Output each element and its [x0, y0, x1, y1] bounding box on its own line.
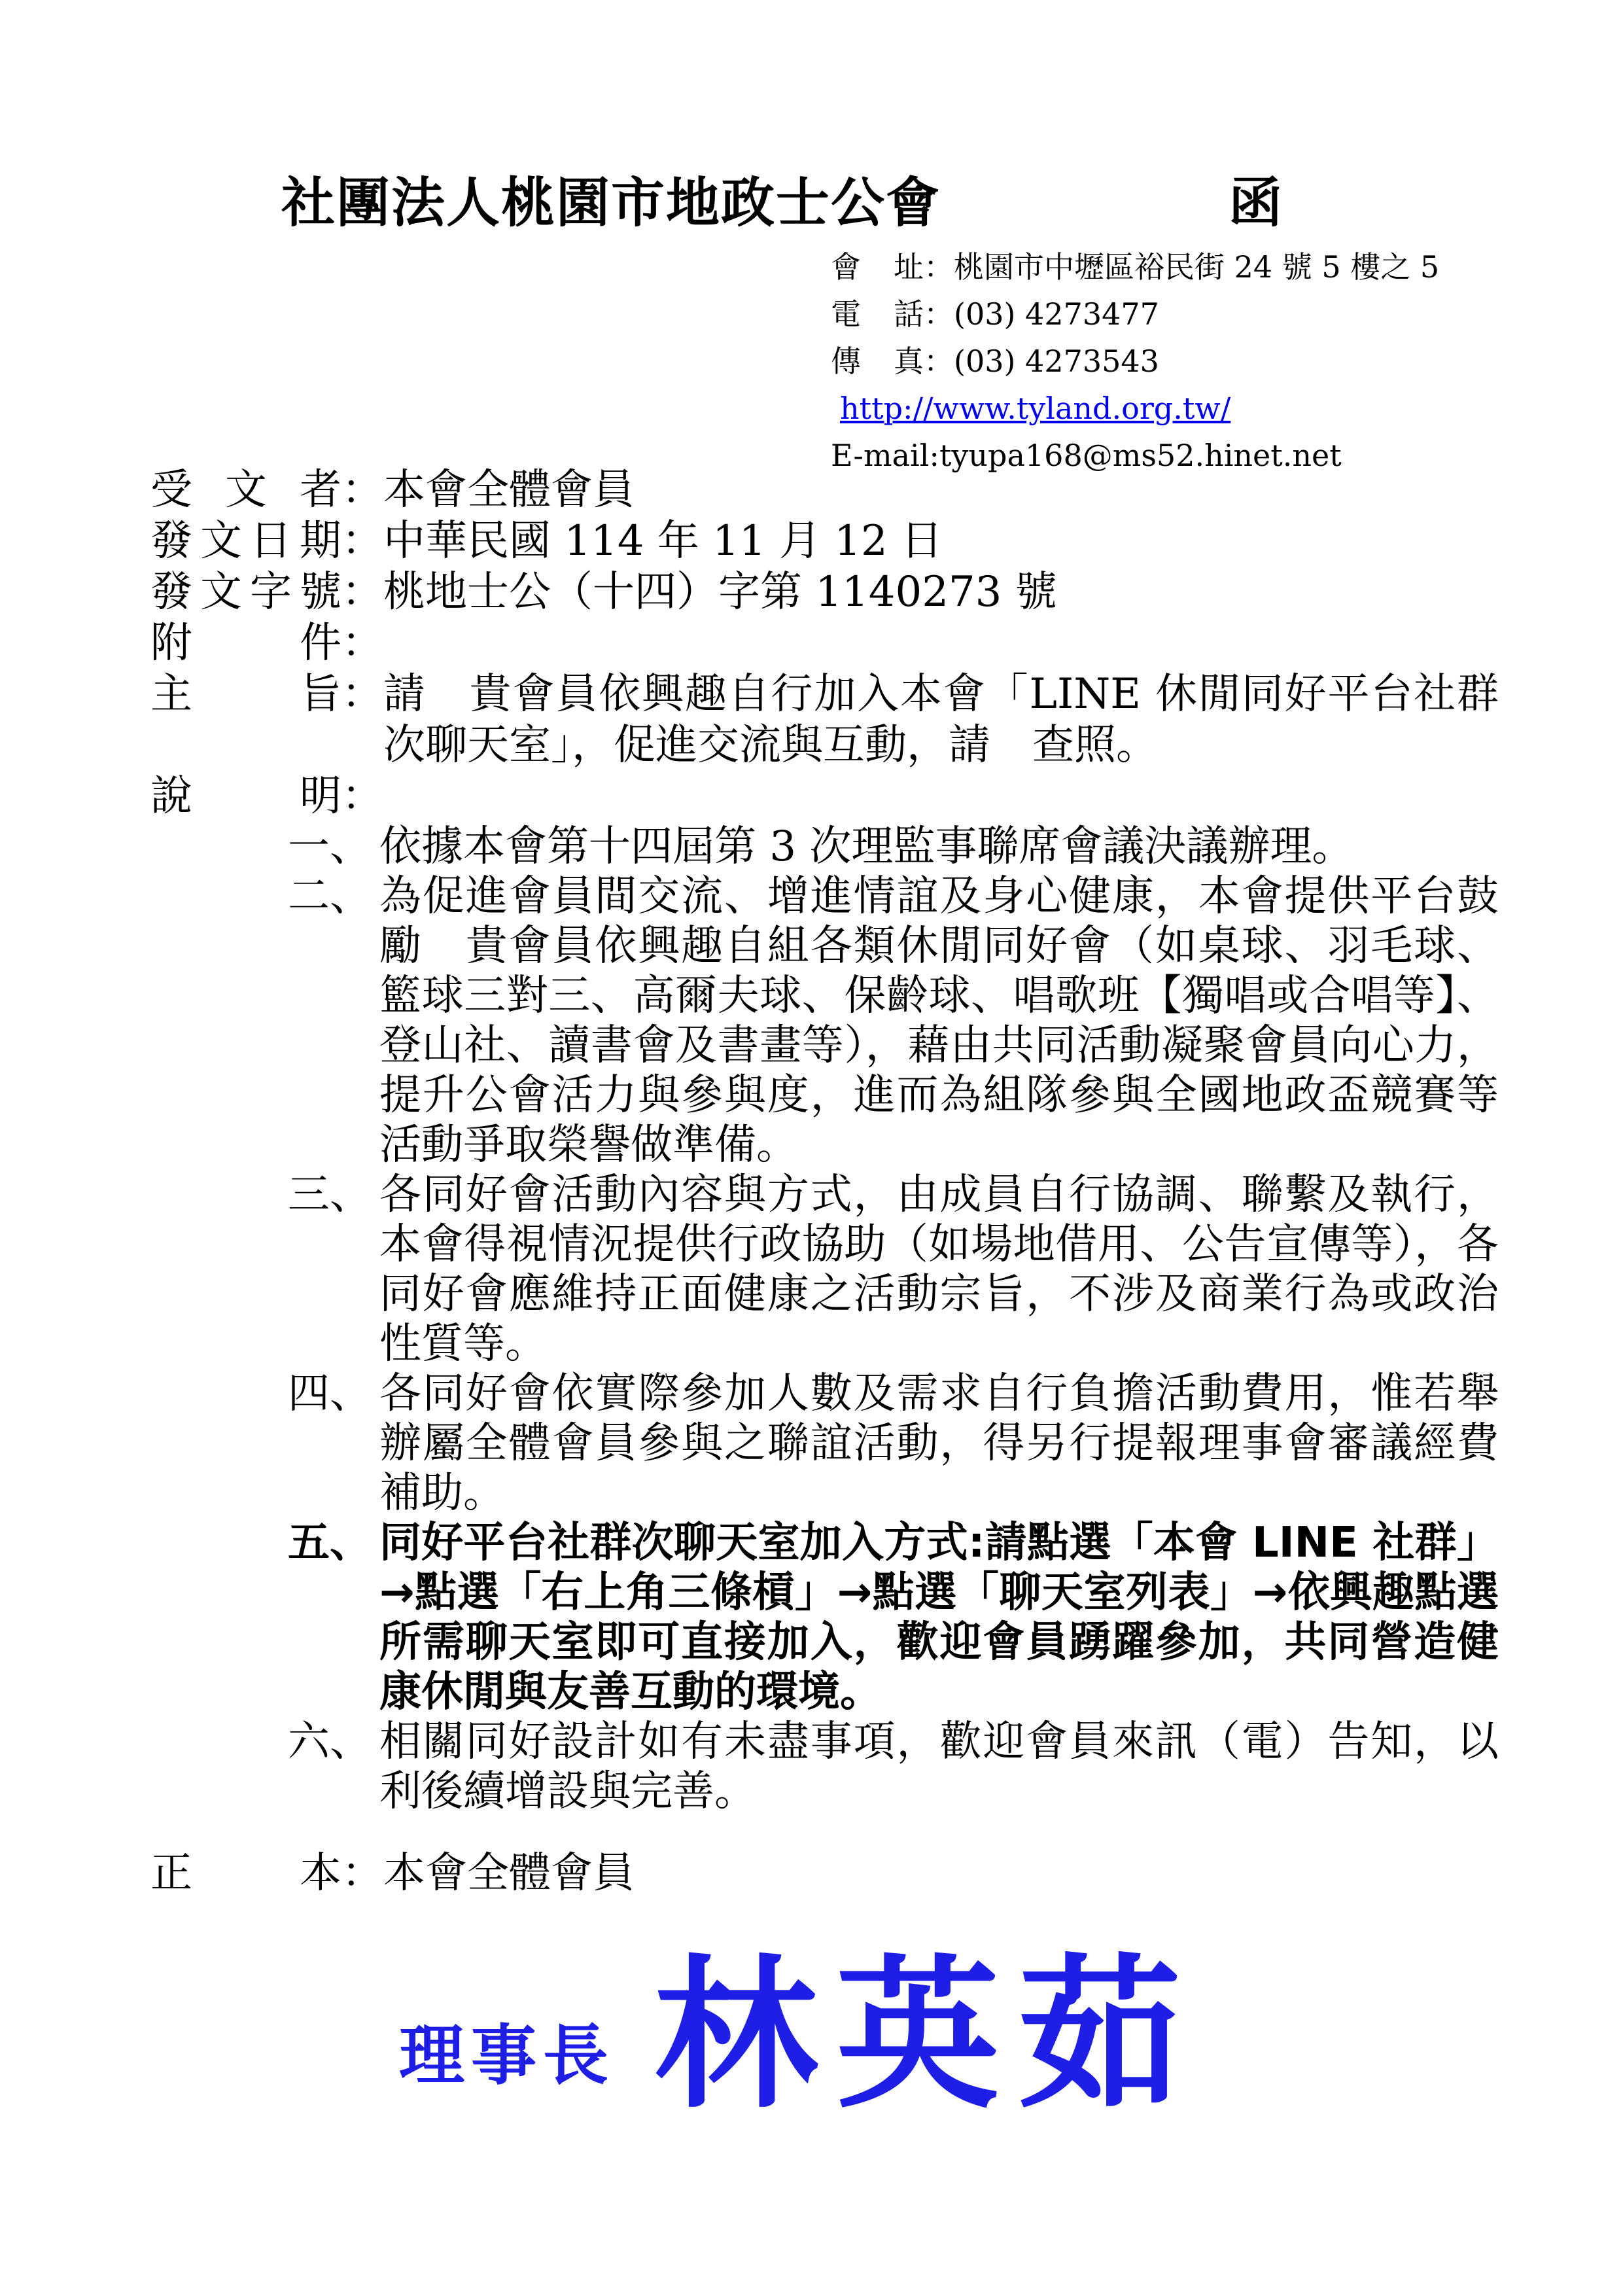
phone-value: (03) 4273477 — [954, 296, 1159, 332]
explanation-item-5 — [150, 1518, 1499, 1717]
org-title: 社團法人桃園市地政士公會 — [281, 171, 941, 234]
subject-colon: ： — [341, 670, 383, 718]
recipient-colon: ： — [341, 466, 383, 514]
item-3-number: 三、 — [288, 1171, 372, 1219]
copy-label: 正本 — [150, 1849, 341, 1898]
explanation-items — [150, 822, 1499, 1816]
refno-row — [150, 567, 1499, 618]
phone-row — [831, 291, 1499, 338]
address-colon: ： — [924, 249, 954, 285]
explanation-row — [150, 771, 1499, 822]
phone-label: 電話 — [831, 296, 924, 332]
fields-section — [150, 465, 1499, 822]
attachment-label: 附件 — [150, 619, 341, 667]
subject-label: 主旨 — [150, 670, 341, 718]
fax-label: 傳真 — [831, 344, 924, 379]
item-3-text: 各同好會活動內容與方式，由成員自行協調、聯繫及執行，本會得視情況提供行政協助（如場地借用、公告宣傳等），各同好會應維持正面健康之活動宗旨，不涉及商業行為或政治性質等。 — [379, 1171, 1499, 1368]
website-row — [831, 385, 1499, 432]
address-label: 會址 — [831, 249, 924, 285]
signature-name: 林英茹 — [654, 1938, 1200, 2130]
date-row — [150, 516, 1499, 567]
contact-block — [831, 243, 1499, 479]
explanation-colon: ： — [341, 772, 383, 821]
explanation-label: 說明 — [150, 772, 341, 821]
fax-colon: ： — [924, 344, 954, 379]
explanation-item-1 — [150, 822, 1499, 872]
refno-label: 發文字號 — [150, 568, 341, 616]
signature-title: 理事長 — [399, 2017, 615, 2094]
attachment-row — [150, 618, 1499, 669]
item-2-number: 二、 — [288, 872, 372, 921]
recipient-value: 本會全體會員 — [383, 466, 635, 514]
item-4-text: 各同好會依實際參加人數及需求自行負擔活動費用，惟若舉辦屬全體會員參與之聯誼活動，得另行提報理事會審議經費補助。 — [379, 1369, 1499, 1517]
item-5-text: 同好平台社群次聊天室加入方式:請點選「本會 LINE 社群」→點選「右上角三條槓」→點選「聊天室列表」→依興趣點選所需聊天室即可直接加入，歡迎會員踴躍參加，共同營造健康休閒與友善互動的環境。 — [379, 1519, 1499, 1716]
subject-value: 請 貴會員依興趣自行加入本會「LINE 休閒同好平台社群次聊天室」，促進交流與互動，請 查照。 — [383, 670, 1499, 769]
explanation-item-3 — [150, 1170, 1499, 1369]
item-1-number: 一、 — [288, 822, 372, 871]
fax-value: (03) 4273543 — [954, 344, 1159, 379]
subject-row — [150, 669, 1499, 771]
phone-colon: ： — [924, 296, 954, 332]
refno-value: 桃地士公（十四）字第 1140273 號 — [383, 568, 1057, 616]
recipient-label: 受文者 — [150, 466, 341, 514]
doc-type-label: 函 — [1229, 171, 1283, 234]
signature-block — [399, 1938, 1499, 2130]
explanation-item-4 — [150, 1369, 1499, 1518]
copy-row — [150, 1848, 1499, 1899]
address-value: 桃園市中壢區裕民街 24 號 5 樓之 5 — [954, 249, 1440, 285]
address-row — [831, 243, 1499, 291]
email-text: E-mail:tyupa168@ms52.hinet.net — [831, 438, 1342, 473]
title-row — [281, 160, 1499, 237]
website-link[interactable]: http://www.tyland.org.tw/ — [840, 391, 1231, 426]
recipient-row — [150, 465, 1499, 516]
explanation-item-2 — [150, 872, 1499, 1170]
item-4-number: 四、 — [288, 1369, 372, 1418]
attachment-colon: ： — [341, 619, 383, 667]
copy-colon: ： — [341, 1849, 383, 1898]
date-label: 發文日期 — [150, 517, 341, 565]
copy-value: 本會全體會員 — [383, 1849, 635, 1898]
item-5-number: 五、 — [288, 1519, 372, 1567]
date-colon: ： — [341, 517, 383, 565]
fax-row — [831, 338, 1499, 385]
item-6-text: 相關同好設計如有未盡事項，歡迎會員來訊（電）告知，以利後續增設與完善。 — [379, 1718, 1499, 1816]
item-2-text: 為促進會員間交流、增進情誼及身心健康，本會提供平台鼓勵 貴會員依興趣自組各類休閒同好會（如桌球、羽毛球、籃球三對三、高爾夫球、保齡球、唱歌班【獨唱或合唱等】、登山社、讀書會及書畫等），藉由共同活動凝聚會員向心力，提升公會活力與參與度，進而為組隊參與全國地政盃競賽等活動爭取榮譽做準備。 — [379, 872, 1499, 1169]
item-6-number: 六、 — [288, 1718, 372, 1766]
refno-colon: ： — [341, 568, 383, 616]
date-value: 中華民國 114 年 11 月 12 日 — [383, 517, 943, 565]
explanation-item-6 — [150, 1717, 1499, 1816]
item-1-text: 依據本會第十四屆第 3 次理監事聯席會議決議辦理。 — [379, 822, 1354, 871]
